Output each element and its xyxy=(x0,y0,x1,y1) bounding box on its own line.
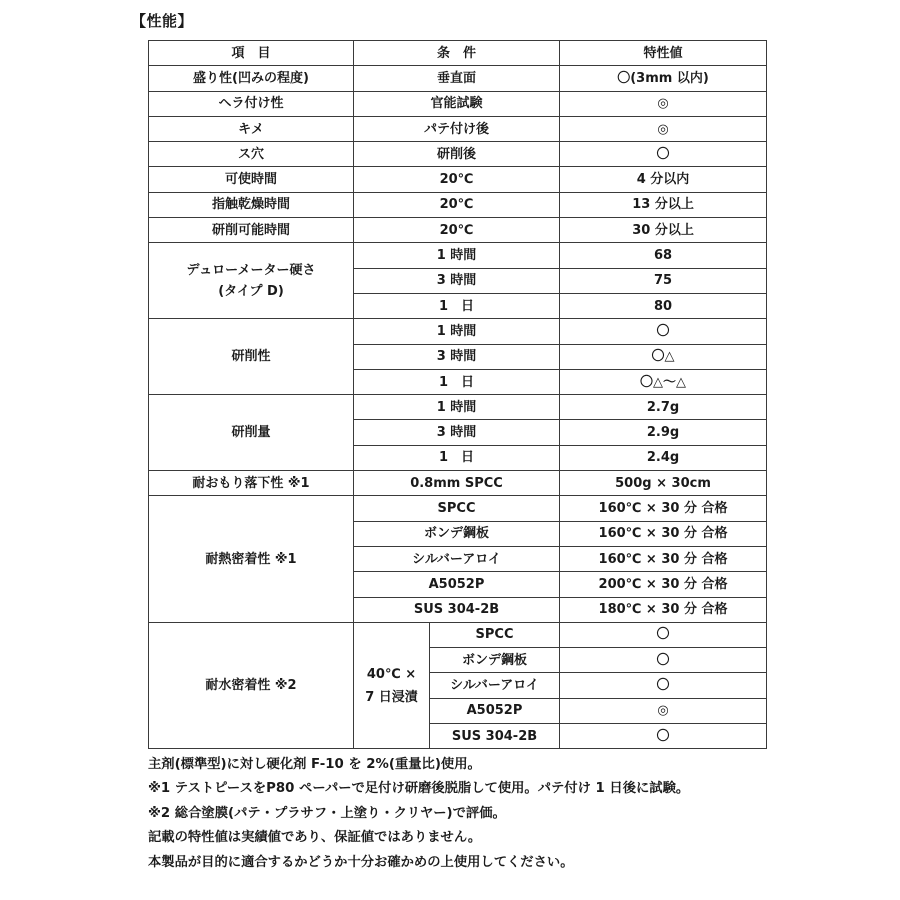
material-cell: SUS 304-2B xyxy=(430,724,560,749)
water-item-cell: 耐水密着性 ※2 xyxy=(149,622,354,748)
value-cell: 〇 xyxy=(560,142,767,167)
table-row xyxy=(149,622,767,647)
value-cell: 80 xyxy=(560,293,767,318)
note-line: 本製品が目的に適合するかどうか十分お確かめの上使用してください。 xyxy=(148,854,574,870)
value-cell: 4 分以内 xyxy=(560,167,767,192)
grindability-item-cell: 研削性 xyxy=(149,319,354,395)
value-cell: 160℃ × 30 分 合格 xyxy=(560,496,767,521)
value-cell: 68 xyxy=(560,243,767,268)
value-cell: 75 xyxy=(560,268,767,293)
value-cell: 13 分以上 xyxy=(560,192,767,217)
value-cell: 〇 xyxy=(560,724,767,749)
table-row xyxy=(149,167,767,192)
note-line: ※2 総合塗膜(パテ・プラサフ・上塗り・クリヤー)で評価。 xyxy=(148,805,506,821)
condition-cell: 1 日 xyxy=(354,369,560,394)
value-cell: 〇△ xyxy=(560,344,767,369)
table-row xyxy=(149,395,767,420)
condition-cell: 20℃ xyxy=(354,192,560,217)
table-row xyxy=(149,496,767,521)
table-row xyxy=(149,116,767,141)
value-cell: ◎ xyxy=(560,91,767,116)
grind-amount-item-cell: 研削量 xyxy=(149,395,354,471)
note-line: ※1 テストピースをP80 ペーパーで足付け研磨後脱脂して使用。パテ付け 1 日後に試験。 xyxy=(148,781,690,797)
value-cell: 160℃ × 30 分 合格 xyxy=(560,546,767,571)
condition-cell: 20℃ xyxy=(354,218,560,243)
water-condition-line2: 7 日浸漬 xyxy=(365,689,418,705)
table-row xyxy=(149,91,767,116)
item-cell: 指触乾燥時間 xyxy=(149,192,354,217)
item-cell: 耐おもり落下性 ※1 xyxy=(149,471,354,496)
condition-cell: 1 日 xyxy=(354,445,560,470)
table-row xyxy=(149,471,767,496)
water-condition-cell xyxy=(354,622,430,748)
note-line: 主剤(標準型)に対し硬化剤 F-10 を 2%(重量比)使用。 xyxy=(148,757,481,772)
value-cell: 30 分以上 xyxy=(560,218,767,243)
note-line: 記載の特性値は実績値であり、保証値ではありません。 xyxy=(148,830,482,846)
condition-cell: 垂直面 xyxy=(354,66,560,91)
table-row xyxy=(149,243,767,268)
item-cell: 盛り性(凹みの程度) xyxy=(149,66,354,91)
condition-cell: 官能試験 xyxy=(354,91,560,116)
table-row xyxy=(149,66,767,91)
value-cell: 〇△～△ xyxy=(560,369,767,394)
condition-cell: パテ付け後 xyxy=(354,116,560,141)
value-cell: 2.9g xyxy=(560,420,767,445)
value-cell: 2.4g xyxy=(560,445,767,470)
notes xyxy=(148,753,808,875)
value-cell: 〇(3mm 以内) xyxy=(560,66,767,91)
value-cell: ◎ xyxy=(560,116,767,141)
material-cell: A5052P xyxy=(430,698,560,723)
condition-cell: 研削後 xyxy=(354,142,560,167)
table-row xyxy=(149,142,767,167)
condition-cell: 3 時間 xyxy=(354,268,560,293)
item-cell: ス穴 xyxy=(149,142,354,167)
condition-cell: 20℃ xyxy=(354,167,560,192)
value-cell: 200℃ × 30 分 合格 xyxy=(560,572,767,597)
value-cell: 500g × 30cm xyxy=(560,471,767,496)
header-item: 項 目 xyxy=(149,41,354,66)
value-cell: 180℃ × 30 分 合格 xyxy=(560,597,767,622)
table-row xyxy=(149,192,767,217)
water-condition-line1: 40℃ × xyxy=(366,666,417,682)
condition-cell: 1 時間 xyxy=(354,395,560,420)
value-cell: 〇 xyxy=(560,622,767,647)
value-cell: 2.7g xyxy=(560,395,767,420)
header-value: 特性値 xyxy=(560,41,767,66)
value-cell: 160℃ × 30 分 合格 xyxy=(560,521,767,546)
table-row xyxy=(149,319,767,344)
material-cell: SPCC xyxy=(430,622,560,647)
value-cell: ◎ xyxy=(560,698,767,723)
condition-cell: 1 日 xyxy=(354,293,560,318)
value-cell: 〇 xyxy=(560,319,767,344)
hardness-item-line1: デュローメーター硬さ xyxy=(186,262,316,278)
performance-table xyxy=(148,40,767,749)
condition-cell: SPCC xyxy=(354,496,560,521)
material-cell: シルバーアロイ xyxy=(430,673,560,698)
material-cell: ボンデ鋼板 xyxy=(430,648,560,673)
condition-cell: ボンデ鋼板 xyxy=(354,521,560,546)
condition-cell: 3 時間 xyxy=(354,420,560,445)
condition-cell: 1 時間 xyxy=(354,319,560,344)
section-title: 【性能】 xyxy=(131,12,194,30)
item-cell: 研削可能時間 xyxy=(149,218,354,243)
value-cell: 〇 xyxy=(560,648,767,673)
table-row xyxy=(149,218,767,243)
header-row xyxy=(149,41,767,66)
condition-cell: 3 時間 xyxy=(354,344,560,369)
hardness-item-cell xyxy=(149,243,354,319)
item-cell: 可使時間 xyxy=(149,167,354,192)
condition-cell: 1 時間 xyxy=(354,243,560,268)
condition-cell: SUS 304-2B xyxy=(354,597,560,622)
condition-cell: A5052P xyxy=(354,572,560,597)
condition-cell: 0.8mm SPCC xyxy=(354,471,560,496)
item-cell: キメ xyxy=(149,116,354,141)
hardness-item-line2: (タイプ D) xyxy=(218,283,284,299)
header-condition: 条 件 xyxy=(354,41,560,66)
heat-item-cell: 耐熱密着性 ※1 xyxy=(149,496,354,622)
value-cell: 〇 xyxy=(560,673,767,698)
item-cell: ヘラ付け性 xyxy=(149,91,354,116)
condition-cell: シルバーアロイ xyxy=(354,546,560,571)
